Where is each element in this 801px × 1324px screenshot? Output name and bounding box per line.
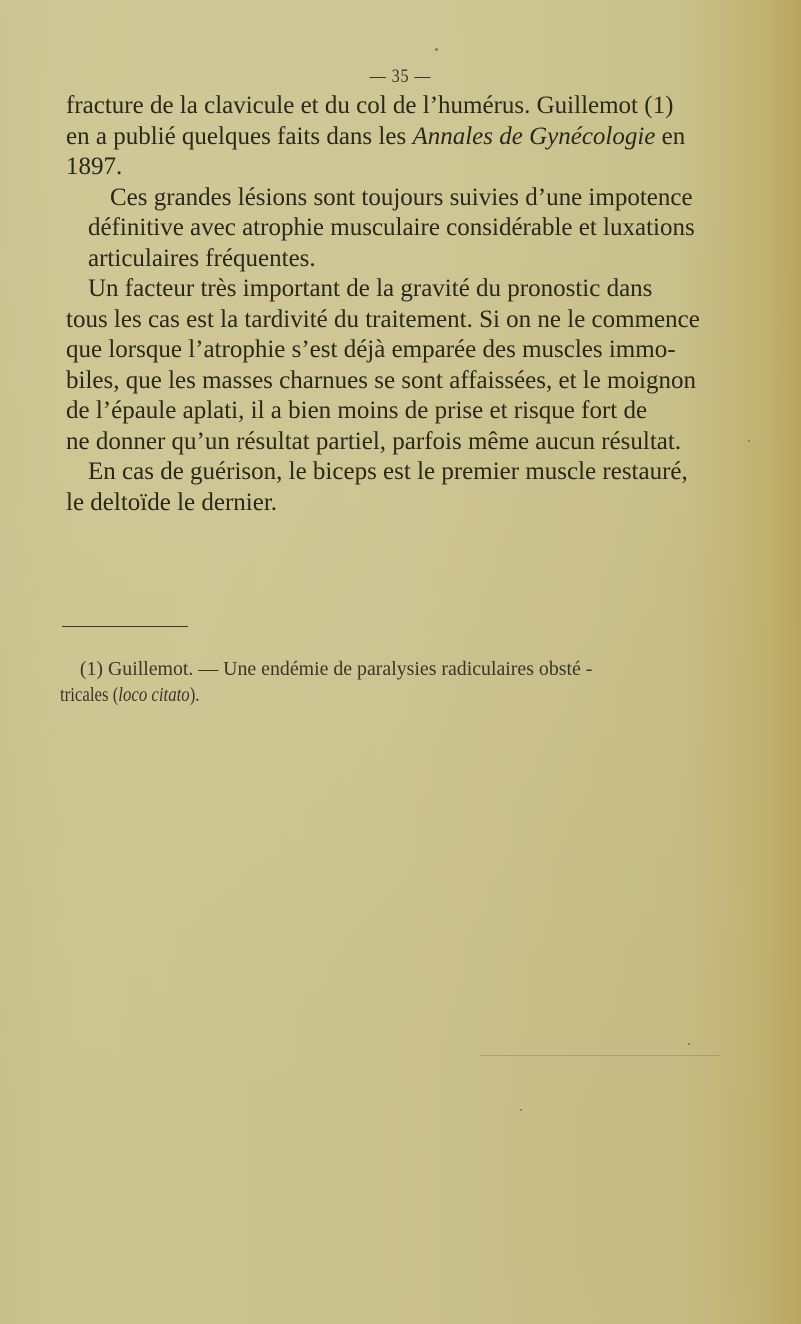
text-segment: en a publié quelques faits dans les: [66, 122, 413, 150]
text-line: définitive avec atrophie musculaire considérable et luxations: [88, 214, 695, 241]
paper-speck: [688, 1043, 690, 1045]
text-line: En cas de guérison, le biceps est le premier muscle restauré,: [88, 458, 688, 485]
footnote-line: (1) Guillemot. — Une endémie de paralysies radiculaires obsté -: [79, 658, 593, 680]
paragraph-2: [66, 183, 701, 275]
text-line: de l’épaule aplati, il a bien moins de prise et risque fort de: [66, 397, 648, 424]
text-line: [66, 122, 701, 153]
text-line: fracture de la clavicule et du col de l’humérus. Guillemot (1): [66, 92, 674, 119]
text-segment: ).: [189, 684, 200, 706]
paper-speck: [520, 1109, 522, 1111]
text-line: Un facteur très important de la gravité du pronostic dans: [88, 275, 653, 302]
text-line: Ces grandes lésions sont toujours suivies d’une impotence: [110, 183, 693, 211]
footnote: [60, 656, 710, 708]
text-line: ne donner qu’un résultat partiel, parfois même aucun résultat.: [66, 427, 682, 455]
text-segment: tricales (: [60, 684, 119, 706]
text-line: que lorsque l’atrophie s’est déjà emparée des muscles immo-: [66, 336, 676, 363]
paper-speck: [748, 440, 750, 442]
paragraph-3: [66, 274, 701, 457]
paragraph-4: [66, 457, 701, 518]
paper-speck: [435, 48, 438, 51]
journal-title: Annales de Gynécologie: [412, 122, 656, 150]
text-line: tous les cas est la tardivité du traitement. Si on ne le commence: [66, 305, 700, 333]
text-line: articulaires fréquentes.: [88, 244, 316, 272]
page-number: — 35 —: [369, 66, 432, 87]
citation-italic: loco citato: [118, 684, 190, 706]
footnote-line: [60, 682, 606, 708]
text-line: le deltoïde le dernier.: [66, 488, 278, 516]
paragraph-1: [66, 91, 701, 183]
bleed-through-rule: [480, 1055, 720, 1056]
text-line: 1897.: [66, 153, 123, 180]
text-segment: en: [655, 122, 686, 150]
footnote-divider: [62, 626, 188, 627]
body-text: [66, 91, 701, 518]
text-line: biles, que les masses charnues se sont affaissées, et le moignon: [66, 366, 696, 394]
